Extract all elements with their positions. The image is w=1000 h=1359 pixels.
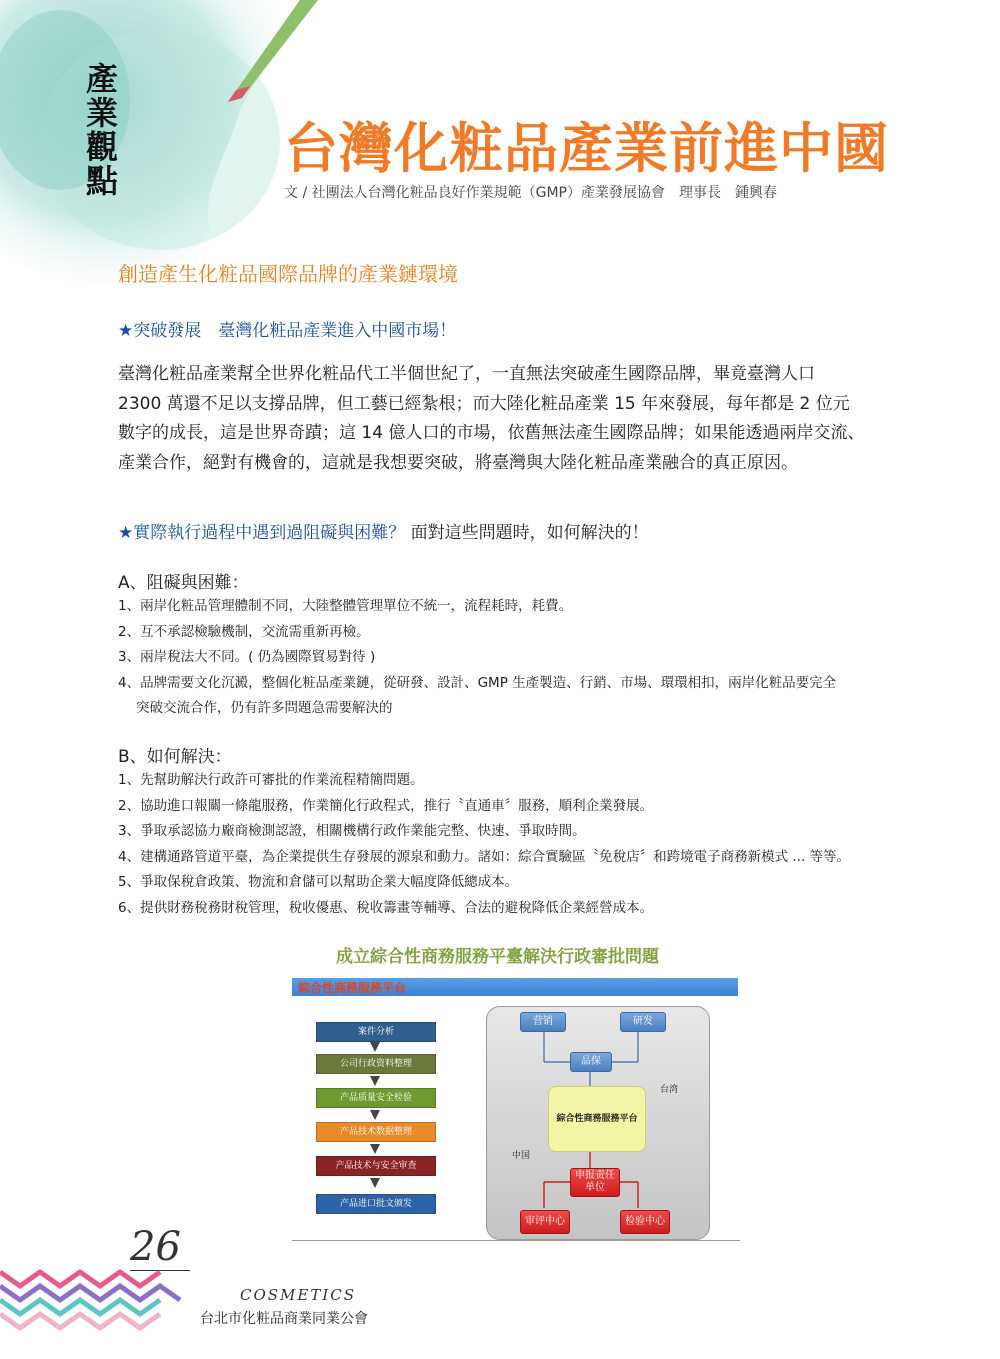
paragraph-line: 產業合作，絕對有機會的，這就是我想要突破，將臺灣與大陸化粧品產業融合的真正原因。: [118, 452, 798, 473]
list-item: 2、互不承認檢驗機制，交流需重新再檢。: [118, 623, 370, 640]
zigzag-decoration: [0, 1262, 200, 1332]
list-item: 4、品牌需要文化沉澱，整個化粧品產業鏈，從研發、設計、GMP 生產製造、行銷、市場、環環相扣，兩岸化粧品要完全: [118, 674, 837, 691]
list-item-continuation: 突破交流合作，仍有許多問題急需要解決的: [136, 700, 393, 716]
vertical-char: 點: [85, 162, 118, 200]
flow-step-box: 产品技术与安全审查: [316, 1156, 436, 1176]
platform-center-box: 綜合性商務服務平台: [548, 1086, 646, 1152]
paragraph-line: 臺灣化粧品產業幫全世界化粧品代工半個世紀了，一直無法突破產生國際品牌，畢竟臺灣人口: [118, 364, 815, 384]
group-a-list: [118, 594, 836, 722]
vertical-char: 產: [85, 60, 118, 98]
responsible-unit-line: 单位: [585, 1182, 605, 1193]
flow-step-box: 案件分析: [316, 1022, 436, 1042]
list-item: 3、兩岸稅法大不同。( 仍為國際貿易對待 ): [118, 649, 376, 665]
article-title: 台灣化粧品產業前進中國: [284, 117, 889, 180]
group-a-heading: A、阻礙與困難：: [118, 573, 249, 593]
responsible-unit-line: 申报责任: [575, 1170, 615, 1181]
magazine-name: COSMETICS: [240, 1286, 357, 1304]
inspection-center-box: 检验中心: [620, 1210, 670, 1234]
flow-step-box: 产品进口批文颁发: [316, 1194, 436, 1214]
vertical-char: 觀: [85, 128, 118, 166]
list-item: 1、先幫助解決行政許可審批的作業流程精簡問題。: [118, 772, 424, 788]
review-center-box: 审评中心: [520, 1210, 570, 1234]
flow-arrows: [360, 1040, 390, 1200]
page-number: 26: [130, 1224, 181, 1270]
list-item: 1、兩岸化粧品管理體制不同，大陸整體管理單位不統一，流程耗時，耗費。: [118, 598, 573, 614]
responsible-unit-box: [570, 1168, 620, 1197]
china-label: 中国: [512, 1151, 531, 1161]
marketing-box: 营销: [520, 1012, 566, 1032]
paragraph-line: 數字的成長，這是世界奇蹟；這 14 億人口的市場，依舊無法產生國際品牌；如果能透過兩岸交流、: [118, 423, 865, 443]
flow-step-box: 产品技术数据整理: [316, 1122, 436, 1142]
list-item: 5、爭取保稅倉政策、物流和倉儲可以幫助企業大幅度降低總成本。: [118, 874, 519, 890]
group-b-list: [118, 768, 850, 921]
subheading-breakthrough: ★突破發展 臺灣化粧品產業進入中國市場！: [118, 321, 457, 341]
taiwan-label: 台湾: [660, 1085, 679, 1095]
intro-paragraph: [118, 360, 888, 478]
figure-title: 成立綜合性商務服務平臺解決行政審批問題: [336, 947, 659, 967]
figure-bottom-rule: [292, 1240, 740, 1241]
section-heading: 創造產生化粧品國際品牌的產業鏈環境: [118, 262, 458, 286]
list-item: 2、協助進口報關一條龍服務，作業簡化行政程式，推行〝直通車〞服務，順利企業發展。: [118, 797, 654, 814]
vertical-char: 業: [85, 94, 118, 132]
subheading-obstacles: [118, 518, 649, 543]
quality-assurance-box: 品保: [570, 1052, 612, 1072]
list-item: 3、爭取承認協力廠商檢測認證，相關機構行政作業能完整、快速、爭取時間。: [118, 823, 586, 839]
flow-step-box: 公司行政资料整理: [316, 1054, 436, 1074]
paragraph-line: 2300 萬還不足以支撐品牌，但工藝已經紮根；而大陸化粧品產業 15 年來發展，每年都是 2 位元: [118, 393, 850, 414]
list-item: 4、建構通路管道平臺，為企業提供生存發展的源泉和動力。諸如：綜合實驗區〝免稅店〞和跨境電子商務新模式 ... 等等。: [118, 848, 851, 865]
association-name: 台北市化粧品商業同業公會: [200, 1311, 368, 1327]
subheading-obstacles-question: ★實際執行過程中遇到過阻礙與困難？: [118, 523, 406, 543]
article-byline: 文 / 社團法人台灣化粧品良好作業規範（GMP）產業發展協會 理事長 鍾興春: [284, 185, 777, 201]
flow-step-box: 产品质量安全检验: [316, 1088, 436, 1108]
figure-header-label: 綜合性商務服務平台: [298, 981, 407, 995]
rnd-box: 研发: [620, 1012, 666, 1032]
subheading-obstacles-answer: 面對這些問題時，如何解決的！: [405, 523, 649, 543]
group-b-heading: B、如何解決：: [118, 747, 232, 767]
list-item: 6、提供財務稅務財稅管理，稅收優惠、稅收籌畫等輔導、合法的避稅降低企業經營成本。: [118, 899, 654, 916]
vertical-column-label: [82, 62, 122, 198]
